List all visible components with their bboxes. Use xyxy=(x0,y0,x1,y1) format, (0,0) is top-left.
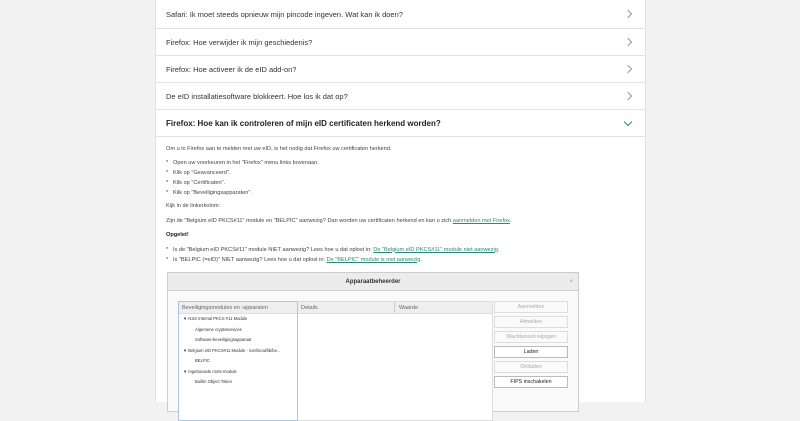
faq-item[interactable] xyxy=(156,83,645,110)
tree-item[interactable]: ▼ Belgium eID PKCS#11 Module - /usr/local/lib/be... xyxy=(183,347,281,353)
faq-item-open[interactable] xyxy=(156,110,645,137)
tree-item[interactable]: ▼ Ingebouwde roots-module xyxy=(183,368,237,374)
tree-item[interactable]: ▼ NSS Internal PKCS #11 Module xyxy=(183,316,248,321)
steps-list xyxy=(166,159,635,197)
afmelden-button[interactable]: Afmelden xyxy=(494,316,568,328)
faq-title: De eID installatiesoftware blokkeert. Hoe los ik dat op? xyxy=(166,91,348,101)
faq-title: Safari: Ik moet steeds opnieuw mijn pincode ingeven. Wat kan ik doen? xyxy=(166,9,403,19)
issue-item xyxy=(166,246,635,254)
step-item: * Open uw voorkeuren in het "Firefox" menu links bovenaan. xyxy=(166,159,635,167)
wachtwoord-wijzigen-button[interactable]: Wachtwoord wijzigen xyxy=(494,331,568,343)
laden-button[interactable]: Laden xyxy=(494,346,568,358)
faq-item[interactable] xyxy=(156,29,645,56)
window-titlebar: Apparaatbeheerder × xyxy=(168,273,578,291)
question: Zijn de "Belgium eID PKCS#11" module en "BELPIC" aanwezig? Dan worden uw certificaten herkend en kan u zich aanmelden met Firefox. xyxy=(166,217,512,224)
intro: Om u in Firefox aan te melden met uw eID, is het nodig dat Firefox uw certificaten herkend. xyxy=(166,146,392,152)
step-item: * Klik op "Geavanceerd". xyxy=(166,169,635,177)
tree-item[interactable]: BELPIC xyxy=(195,358,210,363)
login-firefox-link[interactable]: aanmelden met Firefox xyxy=(452,217,510,224)
faq-column xyxy=(155,0,646,402)
issue-link[interactable]: De "BELPIC" module is niet aanwezig xyxy=(326,256,421,263)
tree-item[interactable]: Algemene cryptoservices xyxy=(195,326,242,332)
step-item: * Klik op "Beveiligingsapparaten". xyxy=(166,189,635,197)
step-item: * Klik op "Certificaten". xyxy=(166,179,635,187)
details-table xyxy=(298,301,493,421)
aanmelden-button[interactable]: Aanmelden xyxy=(494,301,568,313)
chevron-up-icon xyxy=(624,117,632,125)
issue-item xyxy=(166,256,635,264)
device-manager-window xyxy=(167,272,579,412)
fips-inschakelen-button[interactable]: FIPS inschakelen xyxy=(494,376,568,388)
tree-header: Beveiligingsmodules en -apparaten xyxy=(179,302,297,314)
warning-heading: Opgelet! xyxy=(166,232,189,239)
look-text: Kijk in de linkerkolom: xyxy=(166,203,221,210)
col-details: Details xyxy=(301,305,318,311)
issue-link[interactable]: De "Belgium eID PKCS#11" module niet aanwezig xyxy=(373,246,498,253)
faq-title: Firefox: Hoe activeer ik de eID add-on? xyxy=(166,64,297,74)
tree-item[interactable]: Software-beveiligingsapparaat xyxy=(195,337,252,342)
chevron-right-icon xyxy=(624,92,632,100)
faq-answer xyxy=(156,137,645,385)
col-value: Waarde xyxy=(394,302,492,313)
close-icon[interactable]: × xyxy=(569,279,573,285)
ontladen-button[interactable]: Ontladen xyxy=(494,361,568,373)
issues-list xyxy=(166,246,635,264)
tree-item[interactable]: Builtin Object Token xyxy=(195,379,232,384)
faq-title: Firefox: Hoe verwijder ik mijn geschiedenis? xyxy=(166,37,313,47)
issue-end: . xyxy=(420,256,422,263)
faq-title: Firefox: Hoe kan ik controleren of mijn eID certificaten herkend worden? xyxy=(166,118,441,128)
chevron-right-icon xyxy=(624,65,632,73)
issue-text: Is "BELPIC (=eID)" NIET aanwezig? Lees hoe u dat oplost in: xyxy=(173,256,327,263)
chevron-right-icon xyxy=(624,38,632,46)
action-buttons xyxy=(494,301,568,391)
chevron-right-icon xyxy=(624,10,632,18)
issue-text: Is de "Belgium eID PKCS#11" module NIET aanwezig? Lees hoe u dat oplost in: xyxy=(173,246,374,253)
issue-end: . xyxy=(497,246,500,253)
faq-item[interactable] xyxy=(156,0,645,29)
faq-item[interactable] xyxy=(156,56,645,83)
module-tree xyxy=(178,301,298,421)
